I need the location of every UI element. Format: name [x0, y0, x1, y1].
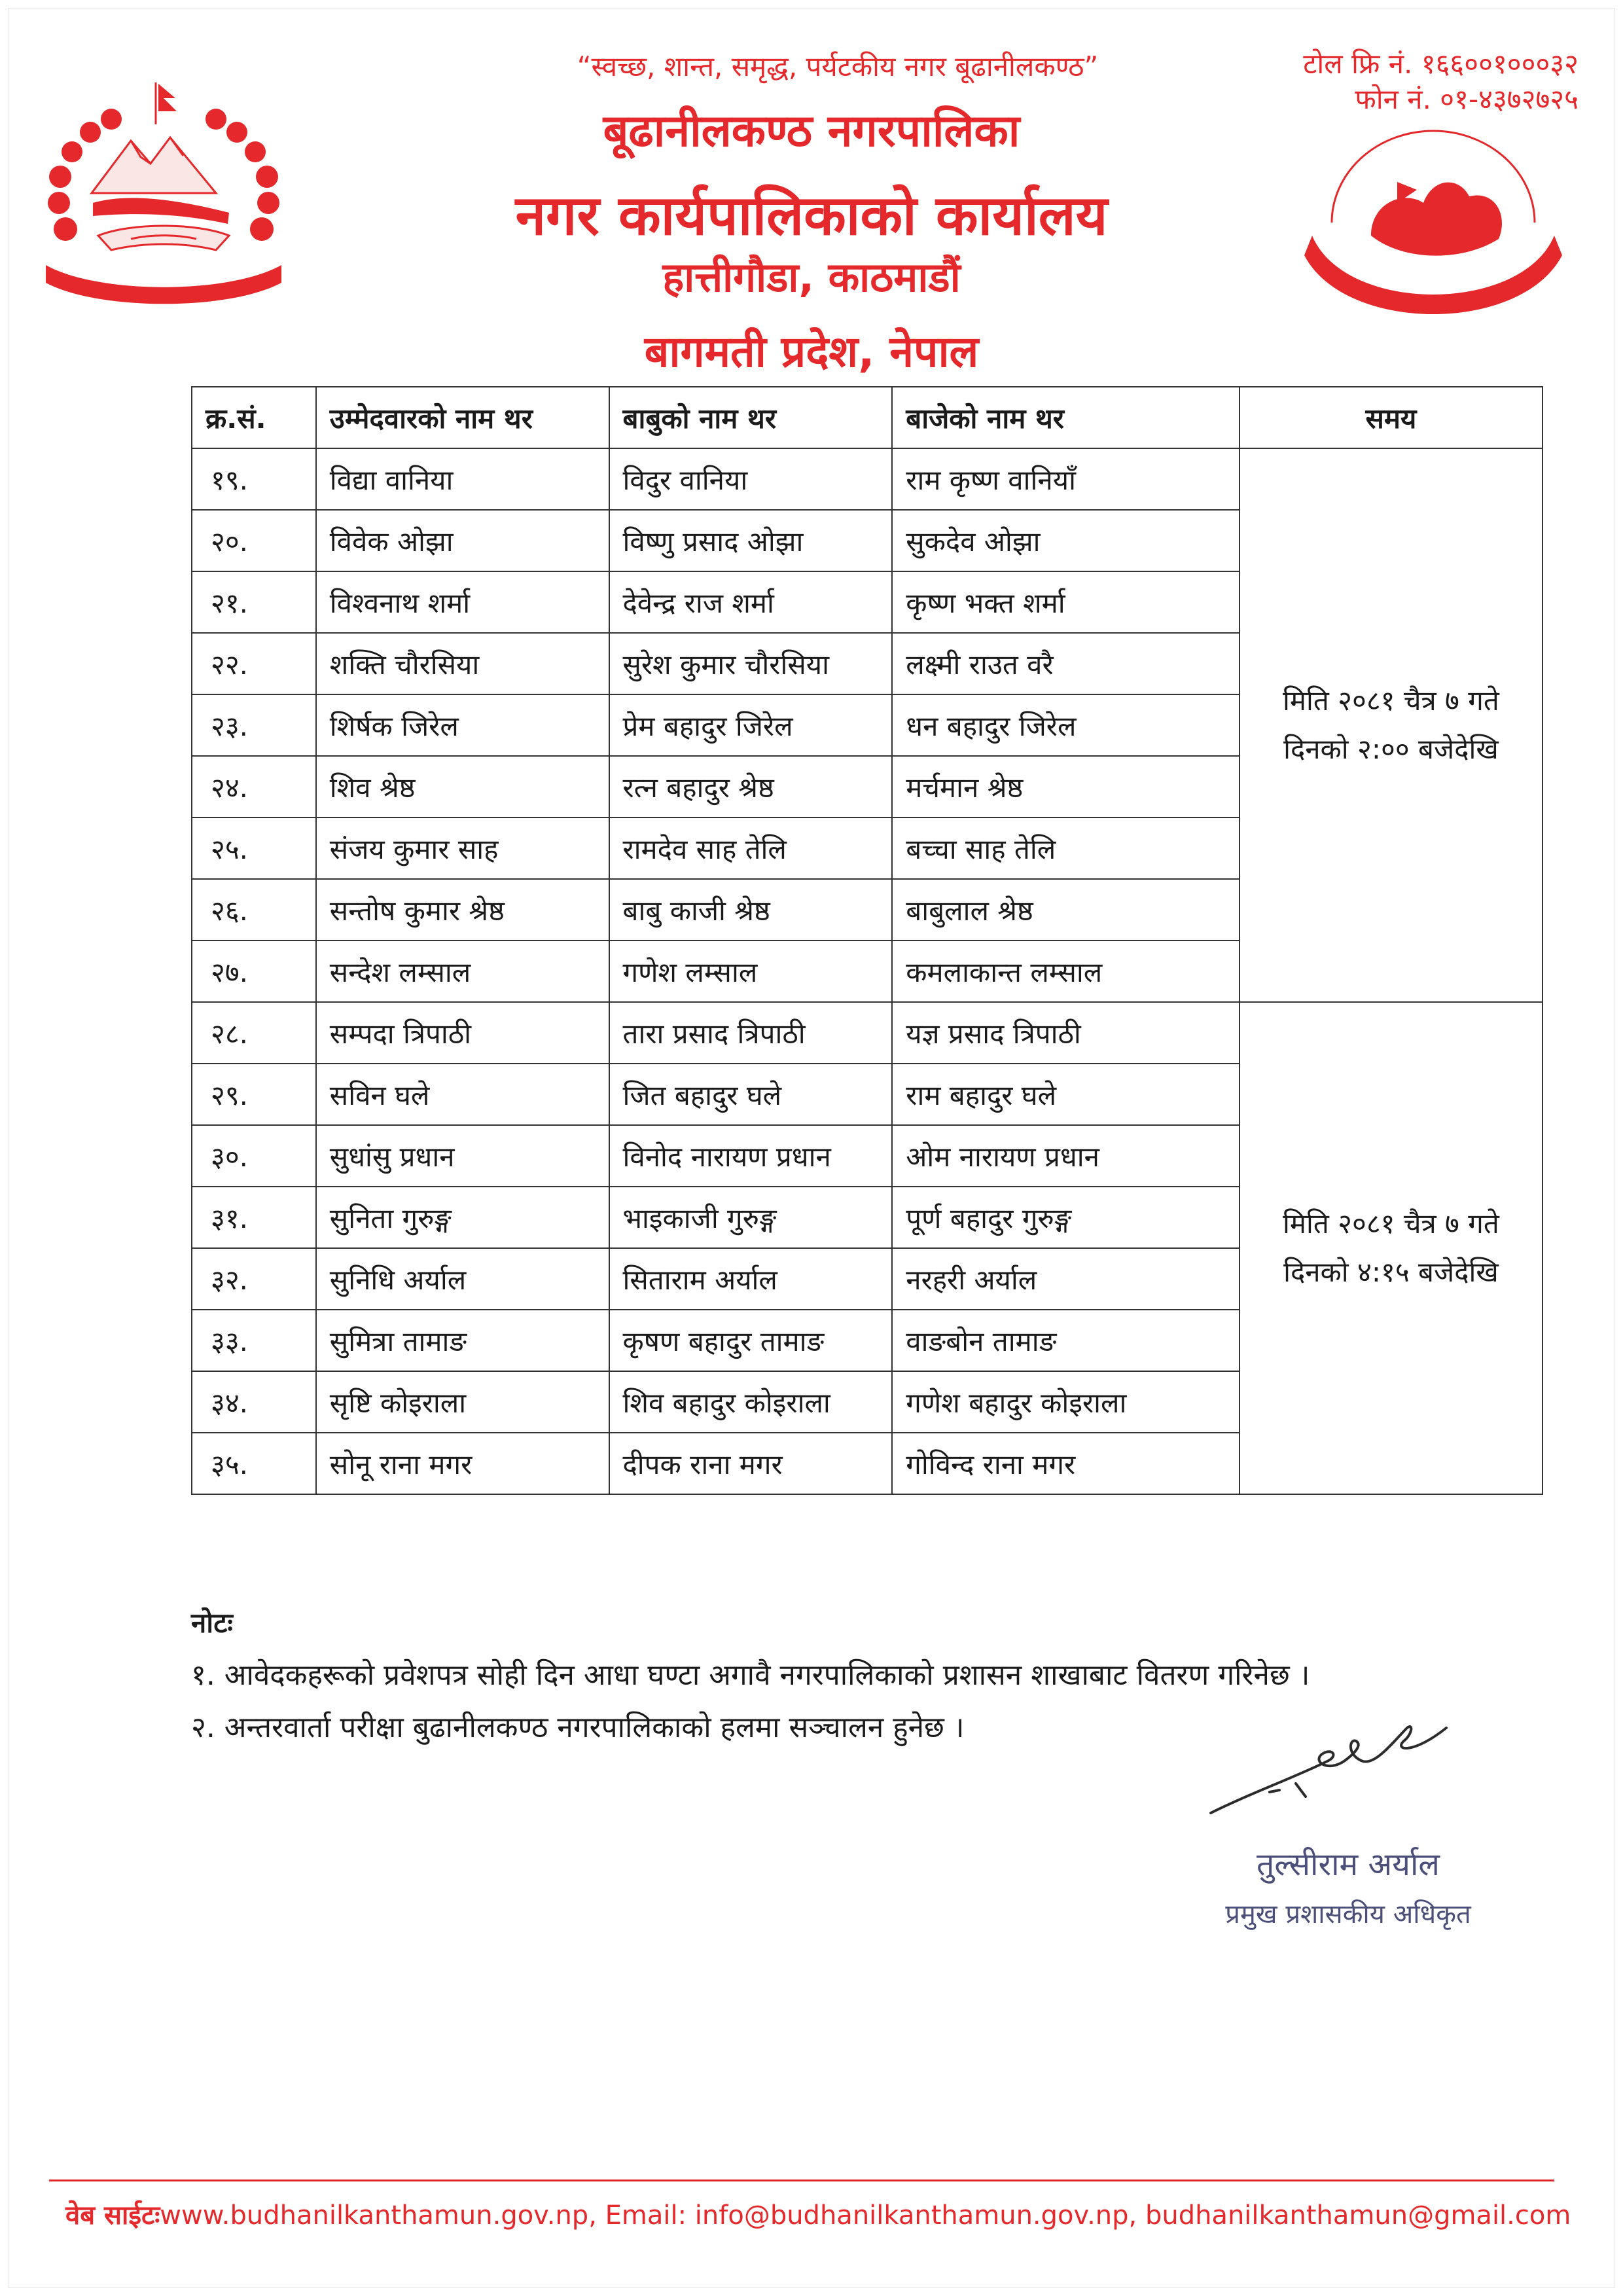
row-grandfather-name: बाबुलाल श्रेष्ठ [892, 879, 1240, 941]
row-serial: २०. [192, 510, 316, 571]
signatory-name: तुल्सीराम अर्याल [1257, 1846, 1440, 1883]
row-grandfather-name: मर्चमान श्रेष्ठ [892, 756, 1240, 817]
time-slot-cell [1240, 1002, 1543, 1494]
row-serial: ३०. [192, 1125, 316, 1187]
notes-section [191, 1597, 1310, 1754]
table-body [192, 448, 1543, 1494]
row-candidate-name: विवेक ओझा [316, 510, 609, 571]
row-father-name: भाइकाजी गुरुङ्ग [609, 1187, 893, 1248]
row-father-name: शिव बहादुर कोइराला [609, 1371, 893, 1433]
row-candidate-name: सुधांसु प्रधान [316, 1125, 609, 1187]
row-serial: २५. [192, 817, 316, 879]
header-candidate: उम्मेदवारको नाम थर [316, 387, 609, 448]
row-candidate-name: सृष्टि कोइराला [316, 1371, 609, 1433]
row-grandfather-name: ओम नारायण प्रधान [892, 1125, 1240, 1187]
row-serial: २४. [192, 756, 316, 817]
row-candidate-name: सुनिता गुरुङ्ग [316, 1187, 609, 1248]
row-grandfather-name: कृष्ण भक्त शर्मा [892, 571, 1240, 633]
table-row [192, 448, 1543, 510]
row-grandfather-name: गणेश बहादुर कोइराला [892, 1371, 1240, 1433]
row-serial: ३१. [192, 1187, 316, 1248]
office-name: नगर कार्यपालिकाको कार्यालय [515, 183, 1108, 247]
note-item: २. अन्तरवार्ता परीक्षा बुढानीलकण्ठ नगरपालिकाको हलमा सञ्चालन हुनेछ । [191, 1711, 965, 1744]
row-father-name: विनोद नारायण प्रधान [609, 1125, 893, 1187]
row-father-name: विदुर वानिया [609, 448, 893, 510]
signature-mark [1198, 1715, 1466, 1826]
notes-title: नोटः [191, 1607, 233, 1639]
row-father-name: तारा प्रसाद त्रिपाठी [609, 1002, 893, 1064]
row-father-name: देवेन्द्र राज शर्मा [609, 571, 893, 633]
row-grandfather-name: कमलाकान्त लम्साल [892, 941, 1240, 1002]
phone-number: फोन नं. ०१-४३७२७२५ [1355, 83, 1578, 115]
row-serial: २३. [192, 694, 316, 756]
row-grandfather-name: सुकदेव ओझा [892, 510, 1240, 571]
row-candidate-name: शिव श्रेष्ठ [316, 756, 609, 817]
row-grandfather-name: राम कृष्ण वानियाँ [892, 448, 1240, 510]
signatory-title: प्रमुख प्रशासकीय अधिकृत [1225, 1899, 1471, 1929]
row-father-name: रत्न बहादुर श्रेष्ठ [609, 756, 893, 817]
table-header-row [192, 387, 1543, 448]
row-candidate-name: सविन घले [316, 1064, 609, 1125]
row-candidate-name: शक्ति चौरसिया [316, 633, 609, 694]
row-father-name: दीपक राना मगर [609, 1433, 893, 1494]
header-father: बाबुको नाम थर [609, 387, 893, 448]
row-grandfather-name: धन बहादुर जिरेल [892, 694, 1240, 756]
row-grandfather-name: राम बहादुर घले [892, 1064, 1240, 1125]
footer [65, 2196, 1571, 2232]
row-father-name: सिताराम अर्याल [609, 1248, 893, 1310]
time-slot-cell [1240, 448, 1543, 1002]
row-candidate-name: सन्तोष कुमार श्रेष्ठ [316, 879, 609, 941]
row-father-name: कृषण बहादुर तामाङ [609, 1310, 893, 1371]
header-serial: क्र.सं. [192, 387, 316, 448]
row-serial: १९. [192, 448, 316, 510]
row-father-name: रामदेव साह तेलि [609, 817, 893, 879]
time-slot-hour: दिनको २:०० बजेदेखि [1283, 733, 1499, 765]
row-father-name: सुरेश कुमार चौरसिया [609, 633, 893, 694]
row-grandfather-name: बच्चा साह तेलि [892, 817, 1240, 879]
row-grandfather-name: यज्ञ प्रसाद त्रिपाठी [892, 1002, 1240, 1064]
row-grandfather-name: गोविन्द राना मगर [892, 1433, 1240, 1494]
header-time: समय [1240, 387, 1543, 448]
row-father-name: जित बहादुर घले [609, 1064, 893, 1125]
row-serial: २६. [192, 879, 316, 941]
row-serial: २१. [192, 571, 316, 633]
row-father-name: प्रेम बहादुर जिरेल [609, 694, 893, 756]
municipality-name: बूढानीलकण्ठ नगरपालिका [603, 105, 1020, 157]
row-candidate-name: शिर्षक जिरेल [316, 694, 609, 756]
row-grandfather-name: पूर्ण बहादुर गुरुङ्ग [892, 1187, 1240, 1248]
row-candidate-name: सम्पदा त्रिपाठी [316, 1002, 609, 1064]
row-candidate-name: सोनू राना मगर [316, 1433, 609, 1494]
row-serial: २७. [192, 941, 316, 1002]
row-father-name: गणेश लम्साल [609, 941, 893, 1002]
row-candidate-name: संजय कुमार साह [316, 817, 609, 879]
note-item: १. आवेदकहरूको प्रवेशपत्र सोही दिन आधा घण्टा अगावै नगरपालिकाको प्रशासन शाखाबाट वितरण गरिनेछ । [191, 1659, 1310, 1692]
toll-free-number: टोल फ्रि नं. १६६००१०००३२ [1303, 48, 1578, 80]
time-slot-date: मिति २०८१ चैत्र ७ गते [1282, 1208, 1499, 1240]
footer-contact-text: www.budhanilkanthamun.gov.np, Email: info@budhanilkanthamun.gov.np, budhanilkanthamun@gmail.com [160, 2200, 1571, 2231]
row-grandfather-name: नरहरी अर्याल [892, 1248, 1240, 1310]
row-candidate-name: सुनिधि अर्याल [316, 1248, 609, 1310]
address-line-1: हात्तीगौडा, काठमाडौं [662, 253, 961, 301]
row-serial: ३३. [192, 1310, 316, 1371]
row-candidate-name: सन्देश लम्साल [316, 941, 609, 1002]
row-candidate-name: सुमित्रा तामाङ [316, 1310, 609, 1371]
time-slot-date: मिति २०८१ चैत्र ७ गते [1282, 685, 1499, 717]
header-grandfather: बाजेको नाम थर [892, 387, 1240, 448]
slogan: “स्वच्छ, शान्त, समृद्ध, पर्यटकीय नगर बूढानीलकण्ठ” [577, 50, 1099, 82]
row-father-name: विष्णु प्रसाद ओझा [609, 510, 893, 571]
table-row [192, 1002, 1543, 1064]
row-father-name: बाबु काजी श्रेष्ठ [609, 879, 893, 941]
row-serial: २९. [192, 1064, 316, 1125]
footer-divider [49, 2179, 1554, 2181]
candidate-table [191, 386, 1543, 1495]
row-grandfather-name: लक्ष्मी राउत वरै [892, 633, 1240, 694]
row-serial: २८. [192, 1002, 316, 1064]
row-serial: ३२. [192, 1248, 316, 1310]
website-label: वेब साईटः [65, 2200, 160, 2231]
address-line-2: बागमती प्रदेश, नेपाल [644, 327, 979, 377]
row-grandfather-name: वाङबोन तामाङ [892, 1310, 1240, 1371]
row-candidate-name: विश्वनाथ शर्मा [316, 571, 609, 633]
row-serial: २२. [192, 633, 316, 694]
row-serial: ३५. [192, 1433, 316, 1494]
row-candidate-name: विद्या वानिया [316, 448, 609, 510]
row-serial: ३४. [192, 1371, 316, 1433]
time-slot-hour: दिनको ४:१५ बजेदेखि [1283, 1256, 1499, 1288]
